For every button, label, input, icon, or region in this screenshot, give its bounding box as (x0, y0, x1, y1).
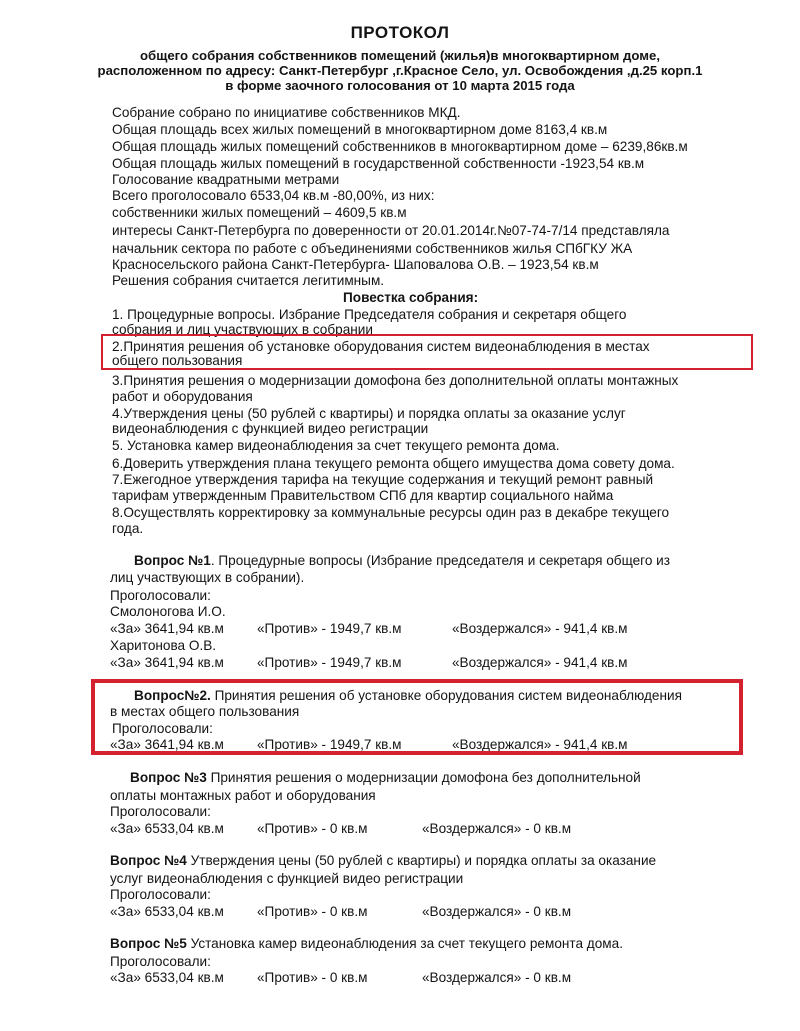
intro-line: интересы Санкт-Петербурга по доверенности от 20.01.2014г.№07-74-7/14 представляла (112, 223, 670, 238)
question-5-heading (110, 936, 623, 951)
agenda-item: тарифам утвержденным Правительством СПб для квартир социального найма (112, 488, 614, 503)
question-1-label: Вопрос №1 (134, 553, 211, 568)
intro-line: собственники жилых помещений – 4609,5 кв.м (112, 205, 407, 220)
question-2-highlight (91, 679, 743, 755)
q2-for: «За» 3641,94 кв.м (110, 737, 224, 752)
intro-line: Красносельского района Санкт-Петербурга- Шаповалова О.В. – 1923,54 кв.м (112, 257, 599, 272)
q4-abstain: «Воздержался» - 0 кв.м (422, 904, 572, 919)
q1-c2-abstain: «Воздержался» - 941,4 кв.м (452, 655, 628, 670)
question-4-text-cont: услуг видеонаблюдения с функцией видео регистрации (110, 871, 464, 886)
agenda-item: 1. Процедурные вопросы. Избрание Председателя собрания и секретаря общего (112, 307, 627, 322)
question-3-heading (130, 770, 641, 785)
question-3-label: Вопрос №3 (130, 770, 207, 785)
q5-abstain: «Воздержался» - 0 кв.м (422, 970, 572, 985)
agenda-item-2-highlight (101, 334, 753, 370)
page-title: ПРОТОКОЛ (350, 23, 450, 42)
agenda-heading: Повестка собрания: (343, 290, 479, 305)
q5-against: «Против» - 0 кв.м (257, 970, 368, 985)
q1-c2-against: «Против» - 1949,7 кв.м (257, 655, 402, 670)
q2-abstain: «Воздержался» - 941,4 кв.м (452, 737, 628, 752)
agenda-item: 3.Принятия решения о модернизации домофона без дополнительной оплаты монтажных (112, 373, 679, 388)
intro-line: Решения собрания считается легитимным. (112, 273, 385, 288)
q5-for: «За» 6533,04 кв.м (110, 970, 224, 985)
question-2-label: Вопрос№2. (134, 688, 211, 703)
question-5-label: Вопрос №5 (110, 936, 187, 951)
subtitle-line-3: в форме заочного голосования от 10 марта 2015 года (225, 78, 575, 93)
subtitle-line-1: общего собрания собственников помещений (жилья)в многоквартирном доме, (140, 48, 660, 63)
agenda-item: видеонаблюдения с функцией видео регистрации (112, 421, 429, 436)
question-2-text-cont: в местах общего пользования (110, 704, 300, 719)
question-5-text: Установка камер видеонаблюдения за счет текущего ремонта дома. (186, 936, 623, 951)
agenda-item: общего пользования (112, 353, 243, 368)
question-3-voted: Проголосовали: (110, 804, 211, 819)
agenda-item: года. (112, 521, 144, 536)
agenda-item: 2.Принятия решения об установке оборудования систем видеонаблюдения в местах (112, 339, 650, 354)
q3-abstain: «Воздержался» - 0 кв.м (422, 821, 572, 836)
question-4-label: Вопрос №4 (110, 853, 187, 868)
question-1-text: . Процедурные вопросы (Избрание председателя и секретаря общего из (210, 553, 670, 568)
q1-c1-against: «Против» - 1949,7 кв.м (257, 621, 402, 636)
intro-line: Собрание собрано по инициативе собственников МКД. (112, 105, 461, 120)
agenda-item: 4.Утверждения цены (50 рублей с квартиры) и порядка оплаты за оказание услуг (112, 406, 626, 421)
question-1-voted: Проголосовали: (110, 588, 211, 603)
question-4-voted: Проголосовали: (110, 887, 211, 902)
intro-line: Всего проголосовало 6533,04 кв.м -80,00%, из них: (112, 188, 435, 203)
question-4-text: Утверждения цены (50 рублей с квартиры) и порядка оплаты за оказание (186, 853, 657, 868)
q2-against: «Против» - 1949,7 кв.м (257, 737, 402, 752)
q3-for: «За» 6533,04 кв.м (110, 821, 224, 836)
agenda-item: работ и оборудования (112, 389, 253, 404)
intro-line: Общая площадь жилых помещений в государственной собственности -1923,54 кв.м (112, 156, 645, 171)
q1-c1-for: «За» 3641,94 кв.м (110, 621, 224, 636)
intro-line: начальник сектора по работе с объединениями собственников жилья СПбГКУ ЖА (112, 241, 633, 256)
agenda-item: 6.Доверить утверждения плана текущего ремонта общего имущества дома совету дома. (112, 456, 675, 471)
agenda-item: 8.Осуществлять корректировку за коммунальные ресурсы один раз в декабре текущего (112, 505, 670, 520)
q4-for: «За» 6533,04 кв.м (110, 904, 224, 919)
question-4-heading (110, 853, 656, 868)
question-3-text-cont: оплаты монтажных работ и оборудования (110, 788, 376, 803)
question-1-heading (134, 553, 670, 568)
intro-line: Голосование квадратными метрами (112, 172, 340, 187)
q4-against: «Против» - 0 кв.м (257, 904, 368, 919)
intro-line: Общая площадь жилых помещений собственников в многоквартирном доме – 6239,86кв.м (112, 139, 688, 154)
agenda-item: 5. Установка камер видеонаблюдения за счет текущего ремонта дома. (112, 438, 560, 453)
question-5-voted: Проголосовали: (110, 954, 211, 969)
intro-line: Общая площадь всех жилых помещений в многоквартирном доме 8163,4 кв.м (112, 122, 608, 137)
question-2-voted: Проголосовали: (112, 721, 213, 736)
agenda-item: собрания и лиц участвующих в собрании (112, 322, 373, 337)
question-3-text: Принятия решения о модернизации домофона без дополнительной (206, 770, 641, 785)
question-2-text: Принятия решения об установке оборудования систем видеонаблюдения (210, 688, 682, 703)
candidate-1: Смолоногова И.О. (110, 604, 226, 619)
q1-c1-abstain: «Воздержался» - 941,4 кв.м (452, 621, 628, 636)
candidate-2: Харитонова О.В. (110, 638, 217, 653)
q3-against: «Против» - 0 кв.м (257, 821, 368, 836)
subtitle-line-2: расположенном по адресу: Санкт-Петербург ,г.Красное Село, ул. Освобождения ,д.25 корп.1 (97, 63, 703, 78)
agenda-item: 7.Ежегодное утверждения тарифа на текущие содержания и текущий ремонт равный (112, 472, 654, 487)
question-1-text-cont: лиц участвующих в собрании). (110, 570, 305, 585)
q1-c2-for: «За» 3641,94 кв.м (110, 655, 224, 670)
